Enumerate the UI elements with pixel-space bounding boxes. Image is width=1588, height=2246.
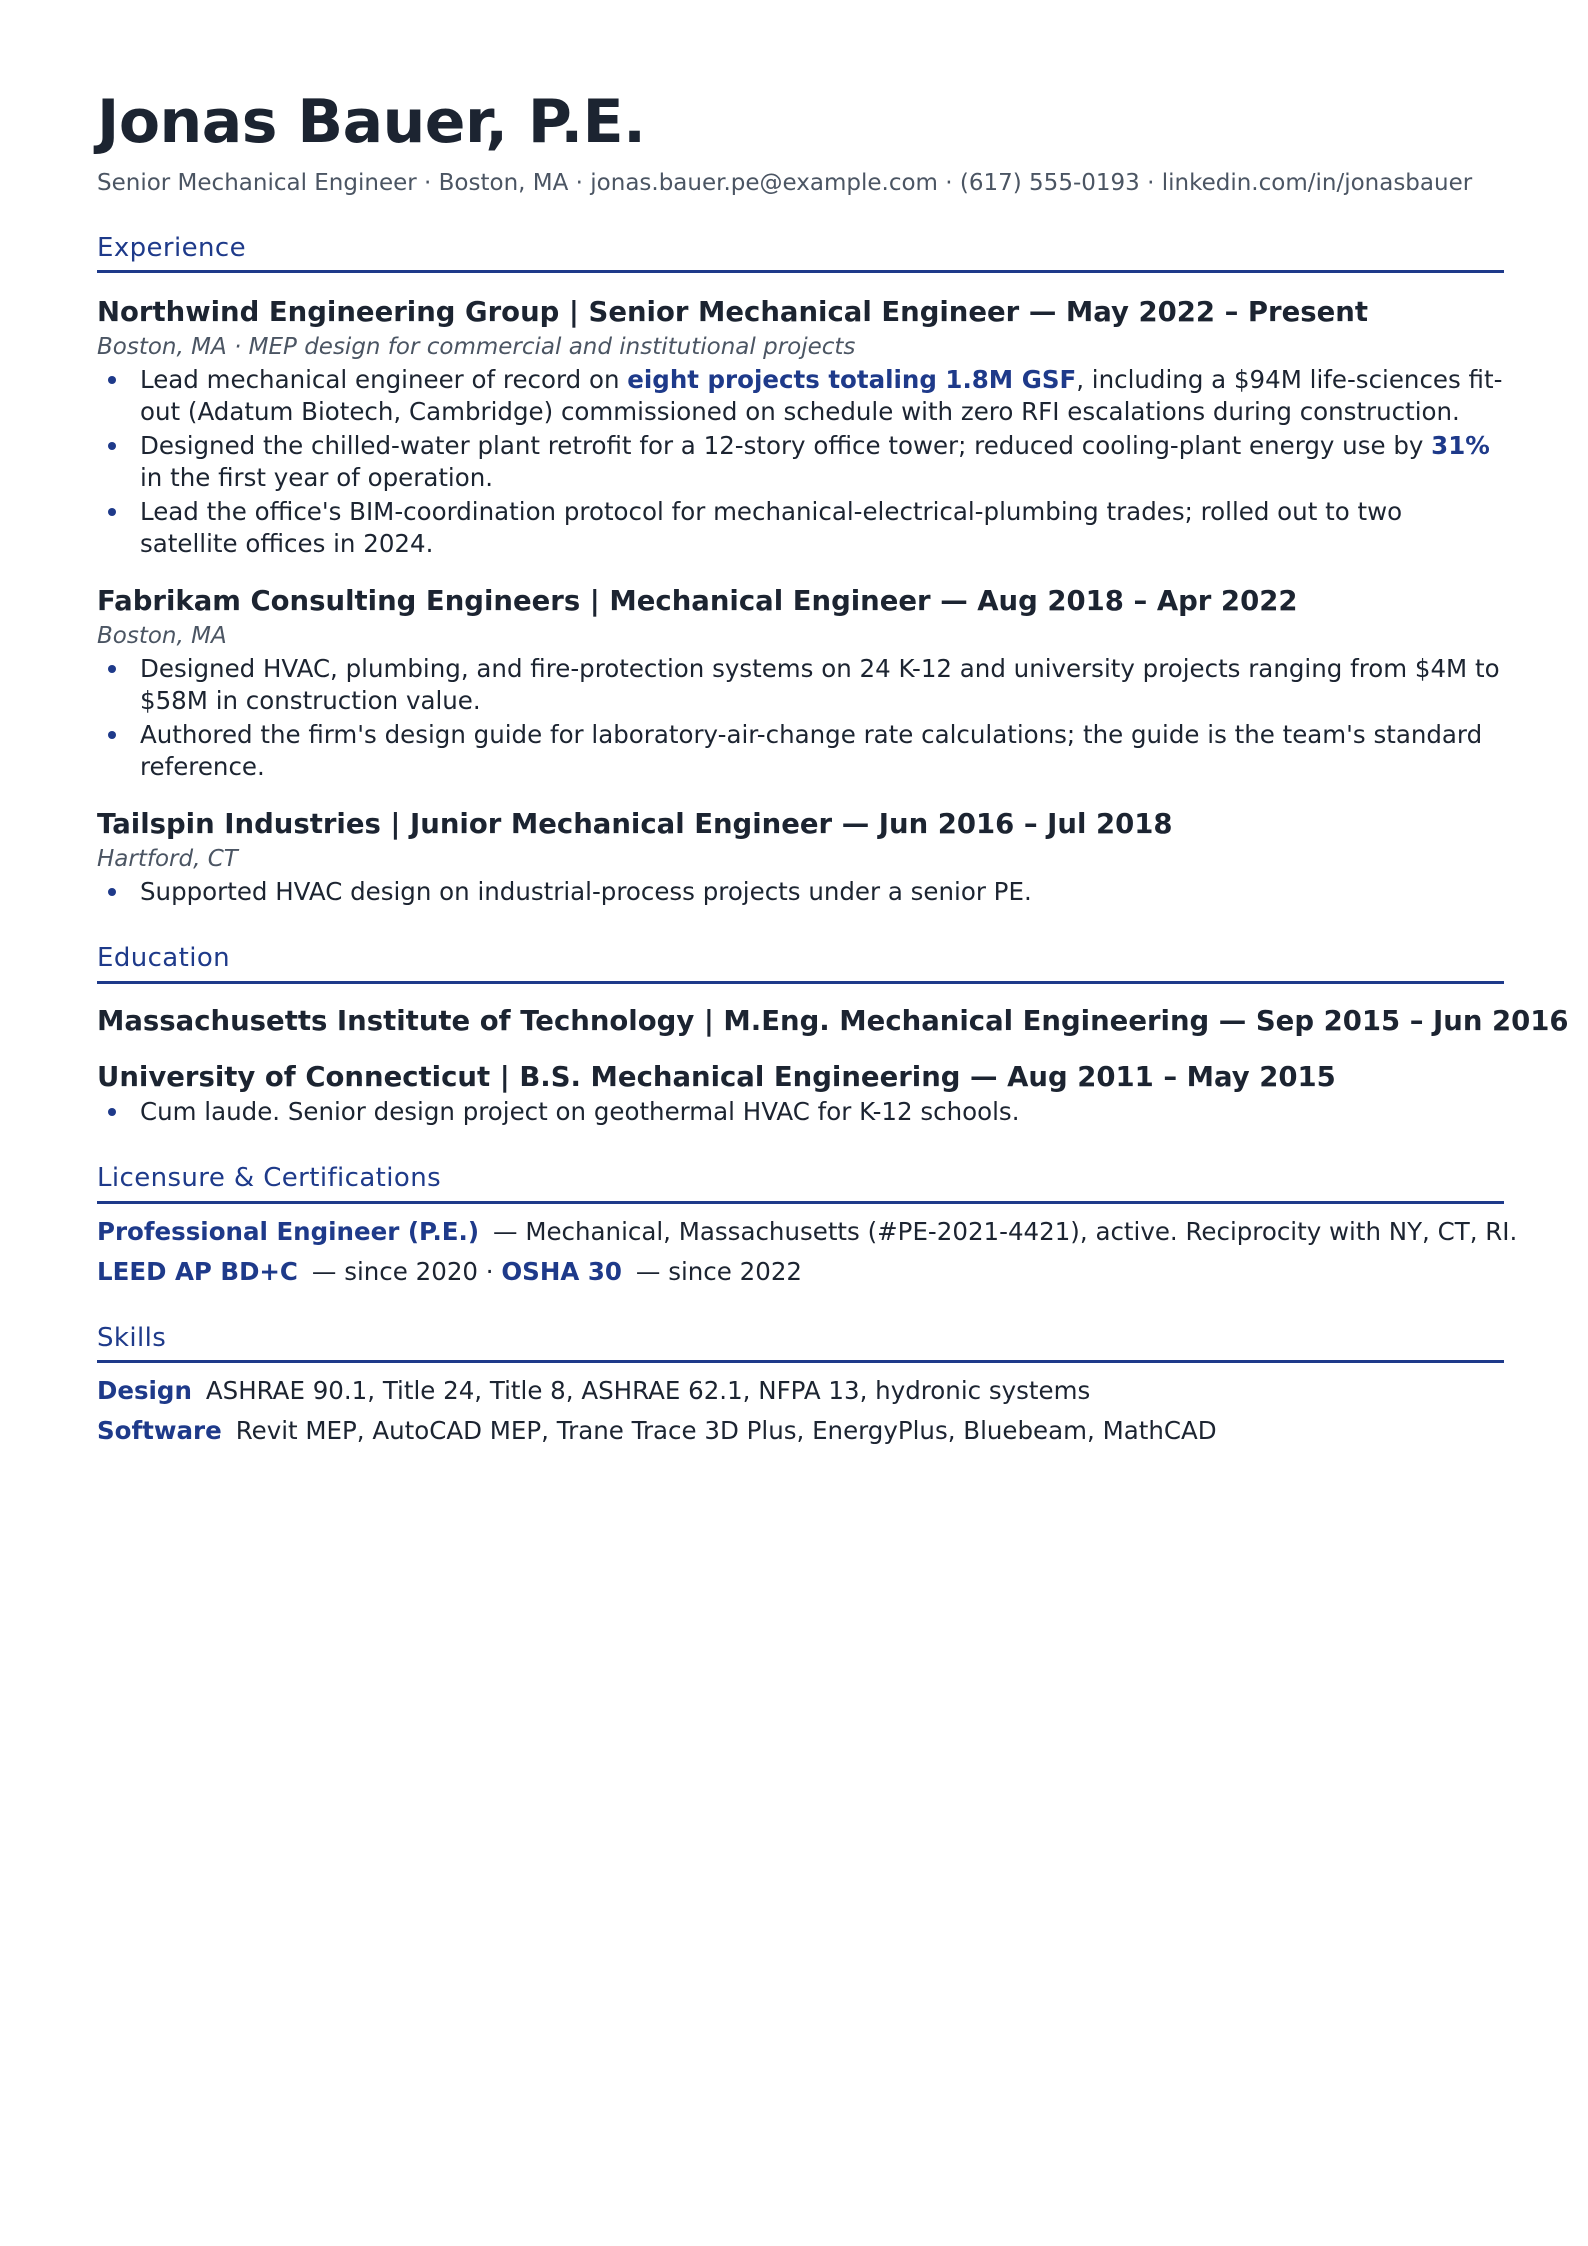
job-entry (97, 295, 1504, 560)
licensure-section (97, 1162, 1518, 1288)
cert-name: LEED AP BD+C (97, 1256, 298, 1286)
job-heading: Fabrikam Consulting Engineers | Mechanical Engineer — Aug 2018 – Apr 2022 (97, 585, 1298, 618)
resume-content (97, 87, 1569, 1447)
skills-list (97, 1375, 1504, 1447)
bullet-dot-icon (108, 508, 116, 516)
contact-line: Senior Mechanical Engineer · Boston, MA · jonas.bauer.pe@example.com · (617) 555-0193 · linkedin.com/in/jonasbauer (97, 170, 1473, 196)
education-heading: University of Connecticut | B.S. Mechanical Engineering — Aug 2011 – May 2015 (97, 1060, 1336, 1093)
bullet-dot-icon (108, 888, 116, 896)
education-heading: Massachusetts Institute of Technology | M.Eng. Mechanical Engineering — Sep 2015 – Jun 2016 (97, 1004, 1569, 1037)
job-location: Hartford, CT (97, 846, 238, 873)
job-location: Boston, MA (97, 623, 227, 650)
skill-label: Software (97, 1416, 222, 1446)
bullet-dot-icon (108, 665, 116, 673)
bullet-text: Designed HVAC, plumbing, and fire-protection systems on 24 K-12 and university projects ranging from $4M to $58M in construction value. (140, 654, 1500, 716)
bullet-highlight: 31% (1431, 431, 1490, 461)
bullet-item (97, 496, 1504, 560)
bullet-text: Designed the chilled-water plant retrofit for a 12-story office tower; reduced cooling-plant energy use by (140, 431, 1432, 461)
job-entry (97, 807, 1504, 908)
cert-detail: — since 2022 (635, 1256, 802, 1286)
section-title-education: Education (97, 942, 1504, 984)
cert-name: OSHA 30 (501, 1256, 622, 1286)
section-title-experience: Experience (97, 232, 1504, 274)
bullet-text: in the first year of operation. (140, 463, 494, 493)
cert-line (97, 1256, 1504, 1288)
bullet-dot-icon (108, 376, 116, 384)
bullet-dot-icon (108, 1108, 116, 1116)
cert-list (97, 1216, 1518, 1288)
job-bullets (97, 876, 1504, 908)
education-entry (97, 1004, 1569, 1038)
education-section (97, 942, 1569, 1128)
skill-label: Design (97, 1376, 192, 1406)
bullet-item (97, 653, 1504, 717)
education-bullets (97, 1096, 1504, 1128)
section-title-licensure: Licensure & Certifications (97, 1162, 1504, 1204)
bullet-highlight: eight projects totaling 1.8M GSF (627, 365, 1077, 395)
job-heading: Northwind Engineering Group | Senior Mechanical Engineer — May 2022 – Present (97, 296, 1369, 329)
bullet-text: Lead the office's BIM-coordination protocol for mechanical-electrical-plumbing trades; rolled out to two satellite offices in 2024. (140, 497, 1403, 559)
bullet-item (97, 430, 1504, 494)
bullet-item (97, 719, 1504, 783)
job-heading: Tailspin Industries | Junior Mechanical Engineer — Jun 2016 – Jul 2018 (97, 808, 1173, 841)
experience-section (97, 232, 1504, 908)
job-location: Boston, MA · MEP design for commercial and institutional projects (97, 334, 856, 361)
bullet-item (97, 364, 1504, 428)
skills-section (97, 1322, 1504, 1448)
cert-name: Professional Engineer (P.E.) (97, 1216, 480, 1246)
bullet-text: Supported HVAC design on industrial-process projects under a senior PE. (140, 877, 1032, 906)
job-entry (97, 584, 1504, 783)
bullet-dot-icon (108, 442, 116, 450)
job-bullets (97, 653, 1504, 783)
bullet-dot-icon (108, 731, 116, 739)
bullet-text: , including a $94M life-sciences fit-out (Adatum Biotech, Cambridge) commissioned on schedule with zero RFI escalations during construction. (140, 365, 1503, 427)
job-bullets (97, 364, 1504, 560)
candidate-name: Jonas Bauer, P.E. (97, 87, 646, 157)
cert-line (97, 1216, 1518, 1248)
skill-line (97, 1415, 1504, 1447)
skill-value: ASHRAE 90.1, Title 24, Title 8, ASHRAE 62.1, NFPA 13, hydronic systems (205, 1376, 1091, 1406)
cert-detail: — Mechanical, Massachusetts (#PE-2021-4421), active. Reciprocity with NY, CT, RI. (493, 1216, 1518, 1246)
skill-line (97, 1375, 1504, 1407)
bullet-text: Authored the firm's design guide for laboratory-air-change rate calculations; the guide is the team's standard reference. (140, 720, 1483, 782)
bullet-text: Lead mechanical engineer of record on (140, 365, 628, 395)
education-entry (97, 1060, 1504, 1128)
bullet-item (97, 876, 1504, 908)
bullet-text: Cum laude. Senior design project on geothermal HVAC for K-12 schools. (140, 1097, 1020, 1127)
bullet-item (97, 1096, 1504, 1128)
skill-value: Revit MEP, AutoCAD MEP, Trane Trace 3D Plus, EnergyPlus, Bluebeam, MathCAD (235, 1416, 1217, 1446)
cert-detail: — since 2020 · (311, 1256, 502, 1286)
section-title-skills: Skills (97, 1322, 1504, 1364)
